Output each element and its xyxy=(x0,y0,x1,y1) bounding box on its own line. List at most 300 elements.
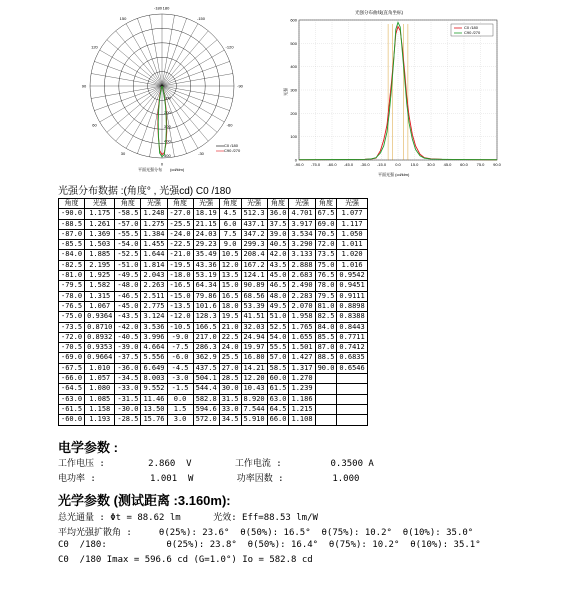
table-cell: 14.21 xyxy=(241,363,267,373)
table-cell: 18.19 xyxy=(193,209,219,219)
table-cell: 29.23 xyxy=(193,240,219,250)
x-tick-label: -45.0 xyxy=(343,162,354,167)
table-cell: 21.15 xyxy=(193,219,219,229)
polar-angle-label: -150 xyxy=(196,15,206,21)
x-tick-label: 45.0 xyxy=(443,162,452,167)
polar-angle-label: -30 xyxy=(198,151,204,157)
x-axis-label: 平面光强 (cd/klm) xyxy=(378,172,410,177)
chart-legend xyxy=(451,24,493,36)
table-cell: -13.5 xyxy=(167,301,193,311)
polar-angle-label: 120 xyxy=(91,44,98,50)
table-cell: -55.5 xyxy=(115,229,141,239)
table-body xyxy=(59,209,368,425)
table-cell: 88.5 xyxy=(315,353,337,363)
table-cell: 3.0 xyxy=(167,415,193,425)
table-cell: 437.1 xyxy=(241,219,267,229)
table-cell: 6.649 xyxy=(141,363,167,373)
y-tick-label: 400 xyxy=(290,64,297,70)
table-cell: -37.5 xyxy=(115,353,141,363)
table-cell: 0.8932 xyxy=(85,332,115,342)
table-cell: 35.49 xyxy=(193,250,219,260)
table-cell: 4.664 xyxy=(141,343,167,353)
table-cell: -34.5 xyxy=(115,374,141,384)
table-cell: 1.427 xyxy=(289,353,315,363)
table-cell: 4.5 xyxy=(219,209,241,219)
electrical-line-2: 电功率 : 1.001 W 功率因数 : 1.000 xyxy=(58,474,360,484)
table-cell: 1.108 xyxy=(289,415,315,425)
table-cell: 79.86 xyxy=(193,291,219,301)
table-cell: 55.5 xyxy=(267,343,289,353)
table-cell: 2.888 xyxy=(289,260,315,270)
optical-title: 光学参数 (测试距离 :3.160m): xyxy=(58,493,231,508)
table-cell: 0.9364 xyxy=(85,312,115,322)
table-cell: 31.5 xyxy=(219,394,241,404)
table-header-cell: 光强 xyxy=(241,199,267,209)
table-cell: 2.043 xyxy=(141,271,167,281)
table-cell: 18.0 xyxy=(219,301,241,311)
table-cell: 64.34 xyxy=(193,281,219,291)
table-cell: 1.117 xyxy=(337,219,367,229)
table-cell: -54.0 xyxy=(115,240,141,250)
table-cell: 0.0 xyxy=(167,394,193,404)
table-cell: 9.0 xyxy=(219,240,241,250)
table-cell: 7.544 xyxy=(241,404,267,414)
table-cell: 0.6835 xyxy=(337,353,367,363)
table-cell: 41.51 xyxy=(241,312,267,322)
table-cell: 0.9353 xyxy=(85,343,115,353)
table-cell: 1.501 xyxy=(289,343,315,353)
optical-line-2: 平均光强扩散角 : θ(25%): 23.6° θ(50%): 16.5° θ(75%): 10.2° θ(10%): 35.0° xyxy=(58,528,474,538)
table-cell: 7.5 xyxy=(219,229,241,239)
table-cell: 1.085 xyxy=(85,394,115,404)
table-title: 光强分布数据 :(角度° , 光强cd) C0 /180 xyxy=(58,186,231,197)
table-cell: 1.215 xyxy=(289,404,315,414)
table-cell: 544.4 xyxy=(193,384,219,394)
table-cell: 1.315 xyxy=(85,291,115,301)
x-tick-label: 30.0 xyxy=(427,162,435,167)
table-cell: 504.1 xyxy=(193,374,219,384)
table-cell: 16.80 xyxy=(241,353,267,363)
table-cell: 299.3 xyxy=(241,240,267,250)
polar-angle-label: 150 xyxy=(119,15,127,21)
table-cell: 84.0 xyxy=(315,322,337,332)
table-row xyxy=(59,322,368,332)
polar-legend-c0: C0 /180 xyxy=(224,143,239,148)
table-cell: 54.0 xyxy=(267,332,289,342)
polar-angle-label: -180 xyxy=(153,6,163,11)
table-cell xyxy=(315,404,337,414)
table-cell: -85.5 xyxy=(59,240,85,250)
table-cell: 8.003 xyxy=(141,374,167,384)
y-tick-label: 300 xyxy=(290,87,297,93)
table-cell: 572.0 xyxy=(193,415,219,425)
table-cell: 0.7711 xyxy=(337,332,367,342)
table-cell: 36.0 xyxy=(267,209,289,219)
table-cell: 70.5 xyxy=(315,229,337,239)
table-cell: -45.0 xyxy=(115,301,141,311)
table-cell: 3.917 xyxy=(289,219,315,229)
polar-angle-label: -90 xyxy=(237,83,243,89)
chart-title: 光强分布曲线(直角坐标) xyxy=(355,10,403,15)
table-cell: -21.0 xyxy=(167,250,193,260)
table-cell: 1.885 xyxy=(85,250,115,260)
table-cell: 1.261 xyxy=(85,219,115,229)
table-row xyxy=(59,353,368,363)
table-cell: -33.0 xyxy=(115,384,141,394)
table-cell: -76.5 xyxy=(59,301,85,311)
table-cell: -16.5 xyxy=(167,281,193,291)
table-cell xyxy=(315,415,337,425)
table-row xyxy=(59,312,368,322)
table-cell: 437.5 xyxy=(193,363,219,373)
table-header-cell: 角度 xyxy=(167,199,193,209)
optical-line-3: C0 /180: θ(25%): 23.8° θ(50%): 16.4° θ(75%): 10.2° θ(10%): 35.1° xyxy=(58,540,481,550)
table-cell: 32.03 xyxy=(241,322,267,332)
table-cell: -30.0 xyxy=(115,404,141,414)
table-cell: 286.3 xyxy=(193,343,219,353)
table-cell: 512.3 xyxy=(241,209,267,219)
table-row xyxy=(59,281,368,291)
x-tick-label: -90.0 xyxy=(294,162,304,167)
table-cell: -19.5 xyxy=(167,260,193,270)
table-cell: 87.0 xyxy=(315,343,337,353)
table-cell: 3.124 xyxy=(141,312,167,322)
table-cell: 1.193 xyxy=(85,415,115,425)
table-cell: -69.0 xyxy=(59,353,85,363)
table-cell: -36.0 xyxy=(115,363,141,373)
x-tick-label: 15.0 xyxy=(410,162,419,167)
table-cell: 58.5 xyxy=(267,363,289,373)
table-cell: 24.94 xyxy=(241,332,267,342)
table-cell: 33.0 xyxy=(219,404,241,414)
table-cell: 68.56 xyxy=(241,291,267,301)
table-cell: 30.0 xyxy=(219,384,241,394)
table-cell: 53.39 xyxy=(241,301,267,311)
table-cell: 0.9542 xyxy=(337,271,367,281)
table-cell: 1.655 xyxy=(289,332,315,342)
table-cell: -48.0 xyxy=(115,281,141,291)
table-cell: -64.5 xyxy=(59,384,85,394)
table-cell: 6.0 xyxy=(219,219,241,229)
table-cell: 2.511 xyxy=(141,291,167,301)
table-cell: -46.5 xyxy=(115,291,141,301)
table-cell: -51.0 xyxy=(115,260,141,270)
y-tick-label: 200 xyxy=(290,110,297,116)
table-row xyxy=(59,271,368,281)
table-cell: -82.5 xyxy=(59,260,85,270)
y-axis-label: 光强 xyxy=(283,88,288,96)
table-cell: 79.5 xyxy=(315,291,337,301)
polar-angle-label: 30 xyxy=(120,151,126,157)
table-cell: 0.9111 xyxy=(337,291,367,301)
table-cell: -61.5 xyxy=(59,404,85,414)
table-cell: 37.5 xyxy=(267,219,289,229)
x-tick-label: -60.0 xyxy=(327,162,337,167)
polar-radial-label: 100 xyxy=(164,95,171,101)
table-cell: -66.0 xyxy=(59,374,85,384)
table-cell xyxy=(337,394,367,404)
table-cell: 43.5 xyxy=(267,260,289,270)
table-cell: 13.5 xyxy=(219,271,241,281)
table-cell: 1.925 xyxy=(85,271,115,281)
table-cell: 16.5 xyxy=(219,291,241,301)
table-cell: 85.5 xyxy=(315,332,337,342)
table-row xyxy=(59,291,368,301)
table-cell: 0.9451 xyxy=(337,281,367,291)
table-cell: -15.0 xyxy=(167,291,193,301)
table-cell: 67.5 xyxy=(315,209,337,219)
legend-c0: C0 /180 xyxy=(464,25,479,30)
table-cell: -24.0 xyxy=(167,229,193,239)
table-cell: 15.76 xyxy=(141,415,167,425)
table-header-cell: 角度 xyxy=(115,199,141,209)
table-cell: 49.5 xyxy=(267,301,289,311)
table-cell: 1.644 xyxy=(141,250,167,260)
table-cell: 1.016 xyxy=(337,260,367,270)
table-cell: 2.283 xyxy=(289,291,315,301)
table-cell: 582.8 xyxy=(193,394,219,404)
polar-grid xyxy=(90,14,234,158)
table-cell: 57.0 xyxy=(267,353,289,363)
table-cell: 362.9 xyxy=(193,353,219,363)
table-cell: 21.0 xyxy=(219,322,241,332)
table-cell: -78.0 xyxy=(59,291,85,301)
table-cell: 0.9664 xyxy=(85,353,115,363)
table-cell: 208.4 xyxy=(241,250,267,260)
polar-legend-c90: C90 /270 xyxy=(224,148,241,153)
table-cell: 128.3 xyxy=(193,312,219,322)
table-cell: 69.0 xyxy=(315,219,337,229)
table-cell: 3.536 xyxy=(141,322,167,332)
table-cell: 75.0 xyxy=(315,260,337,270)
table-cell: 1.011 xyxy=(337,240,367,250)
table-cell: 72.0 xyxy=(315,240,337,250)
table-header-cell: 光强 xyxy=(289,199,315,209)
table-cell: 5.910 xyxy=(241,415,267,425)
polar-legend xyxy=(216,143,241,153)
table-cell xyxy=(337,374,367,384)
table-cell: 15.0 xyxy=(219,281,241,291)
table-header-cell: 光强 xyxy=(85,199,115,209)
table-cell: 1.275 xyxy=(141,219,167,229)
polar-angle-label: 60 xyxy=(92,122,97,128)
table-cell: -72.0 xyxy=(59,332,85,342)
table-cell: -25.5 xyxy=(167,219,193,229)
table-cell: 61.5 xyxy=(267,384,289,394)
polar-radial-label: 300 xyxy=(164,124,171,130)
table-cell: 2.683 xyxy=(289,271,315,281)
table-cell: 0.8443 xyxy=(337,322,367,332)
y-tick-label: 0 xyxy=(294,157,297,163)
table-cell: 25.5 xyxy=(219,353,241,363)
table-cell: -27.0 xyxy=(167,209,193,219)
optical-line-1: 总光通量 : Φt = 88.62 lm 光效: Eff=88.53 lm/W xyxy=(58,513,318,523)
intensity-table xyxy=(58,198,368,426)
table-cell: 82.5 xyxy=(315,312,337,322)
table-cell: 51.0 xyxy=(267,312,289,322)
table-cell: 1.175 xyxy=(85,209,115,219)
table-cell: 1.050 xyxy=(337,229,367,239)
table-cell: 28.5 xyxy=(219,374,241,384)
table-row xyxy=(59,301,368,311)
table-cell: 78.0 xyxy=(315,281,337,291)
y-tick-label: 600 xyxy=(290,17,297,23)
table-cell: 4.701 xyxy=(289,209,315,219)
table-cell: 1.455 xyxy=(141,240,167,250)
table-cell: 8.920 xyxy=(241,394,267,404)
table-cell: 3.290 xyxy=(289,240,315,250)
table-cell: 24.0 xyxy=(219,343,241,353)
table-cell: 2.195 xyxy=(85,260,115,270)
table-cell: 11.46 xyxy=(141,394,167,404)
table-cell: 1.020 xyxy=(337,250,367,260)
polar-angle-label: 0 xyxy=(160,161,164,167)
table-cell: -7.5 xyxy=(167,343,193,353)
table-row xyxy=(59,250,368,260)
table-cell: 1.270 xyxy=(289,374,315,384)
table-cell: -43.5 xyxy=(115,312,141,322)
table-cell: -18.0 xyxy=(167,271,193,281)
table-header-cell: 光强 xyxy=(141,199,167,209)
polar-angle-label: 180 xyxy=(162,6,170,11)
table-cell: -6.0 xyxy=(167,353,193,363)
table-cell: 3.534 xyxy=(289,229,315,239)
electrical-title: 电学参数 : xyxy=(58,440,118,455)
table-row xyxy=(59,394,368,404)
table-cell: 24.03 xyxy=(193,229,219,239)
table-row xyxy=(59,374,368,384)
y-tick-label: 100 xyxy=(290,134,297,140)
table-cell: -3.0 xyxy=(167,374,193,384)
table-header-cell: 光强 xyxy=(193,199,219,209)
table-cell: -28.5 xyxy=(115,415,141,425)
table-cell: -39.0 xyxy=(115,343,141,353)
plot-area xyxy=(290,18,501,168)
table-header-cell: 角度 xyxy=(219,199,241,209)
table-cell: 1.503 xyxy=(85,240,115,250)
table-cell xyxy=(337,404,367,414)
table-header-cell: 光强 xyxy=(337,199,367,209)
table-cell: -87.0 xyxy=(59,229,85,239)
table-header-cell: 角度 xyxy=(59,199,85,209)
x-tick-label: -15.0 xyxy=(376,162,387,167)
table-cell: 2.490 xyxy=(289,281,315,291)
table-cell: -40.5 xyxy=(115,332,141,342)
table-cell: 53.19 xyxy=(193,271,219,281)
table-cell: 0.8710 xyxy=(85,322,115,332)
table-cell: -60.0 xyxy=(59,415,85,425)
table-cell: -81.0 xyxy=(59,271,85,281)
table-cell: 2.070 xyxy=(289,301,315,311)
table-cell xyxy=(337,384,367,394)
table-cell: 0.7412 xyxy=(337,343,367,353)
table-cell: 1.158 xyxy=(85,404,115,414)
table-cell xyxy=(315,374,337,384)
table-cell: 0.8898 xyxy=(337,301,367,311)
table-cell: -67.5 xyxy=(59,363,85,373)
table-cell: 0.6546 xyxy=(337,363,367,373)
table-row xyxy=(59,240,368,250)
x-tick-label: 75.0 xyxy=(476,162,485,167)
table-cell: 76.5 xyxy=(315,271,337,281)
table-cell: 66.0 xyxy=(267,415,289,425)
table-cell: -10.5 xyxy=(167,322,193,332)
table-cell: -57.0 xyxy=(115,219,141,229)
table-cell: -1.5 xyxy=(167,384,193,394)
table-cell: -4.5 xyxy=(167,363,193,373)
table-cell: -58.5 xyxy=(115,209,141,219)
x-tick-label: 0.0 xyxy=(395,162,401,167)
table-cell xyxy=(315,384,337,394)
table-row xyxy=(59,209,368,219)
polar-angle-label: -120 xyxy=(225,44,234,50)
table-cell: 217.0 xyxy=(193,332,219,342)
table-cell: 39.0 xyxy=(267,229,289,239)
table-cell: 48.0 xyxy=(267,291,289,301)
table-row xyxy=(59,384,368,394)
table-cell: 34.5 xyxy=(219,415,241,425)
table-cell: 90.0 xyxy=(315,363,337,373)
table-cell: 81.0 xyxy=(315,301,337,311)
x-tick-label: 60.0 xyxy=(460,162,468,167)
table-cell: 19.97 xyxy=(241,343,267,353)
table-cell: 1.186 xyxy=(289,394,315,404)
table-cell: 43.36 xyxy=(193,260,219,270)
table-cell xyxy=(315,394,337,404)
table-cell: 10.5 xyxy=(219,250,241,260)
table-cell: 1.077 xyxy=(337,209,367,219)
table-cell: 124.1 xyxy=(241,271,267,281)
table-cell: 1.239 xyxy=(289,384,315,394)
table-cell: 166.5 xyxy=(193,322,219,332)
table-cell: 1.765 xyxy=(289,322,315,332)
table-cell: -42.0 xyxy=(115,322,141,332)
table-cell: -84.0 xyxy=(59,250,85,260)
table-cell: 1.067 xyxy=(85,301,115,311)
x-tick-label: -75.0 xyxy=(310,162,321,167)
polar-radial-label: 500 xyxy=(164,153,171,158)
table-row xyxy=(59,260,368,270)
table-row xyxy=(59,415,368,425)
table-cell: 12.20 xyxy=(241,374,267,384)
table-cell: 1.010 xyxy=(85,363,115,373)
table-cell: 1.582 xyxy=(85,281,115,291)
table-cell: 2.775 xyxy=(141,301,167,311)
table-row xyxy=(59,404,368,414)
table-cell: 1.057 xyxy=(85,374,115,384)
table-cell: -75.0 xyxy=(59,312,85,322)
table-cell xyxy=(337,415,367,425)
table-cell: 73.5 xyxy=(315,250,337,260)
table-cell: 1.317 xyxy=(289,363,315,373)
table-cell: 3.133 xyxy=(289,250,315,260)
table-header-cell: 角度 xyxy=(315,199,337,209)
table-row xyxy=(59,219,368,229)
table-cell: 1.369 xyxy=(85,229,115,239)
table-cell: 46.5 xyxy=(267,281,289,291)
table-cell: 27.0 xyxy=(219,363,241,373)
table-cell: 594.6 xyxy=(193,404,219,414)
table-cell: 167.2 xyxy=(241,260,267,270)
optical-line-4: C0 /180 Imax = 596.6 cd (G=1.0°) Io = 582.8 cd xyxy=(58,555,313,565)
table-row xyxy=(59,332,368,342)
table-header-cell: 角度 xyxy=(267,199,289,209)
table-cell: 9.552 xyxy=(141,384,167,394)
table-cell: 60.0 xyxy=(267,374,289,384)
table-cell: 19.5 xyxy=(219,312,241,322)
table-row xyxy=(59,229,368,239)
table-cell: 1.248 xyxy=(141,209,167,219)
